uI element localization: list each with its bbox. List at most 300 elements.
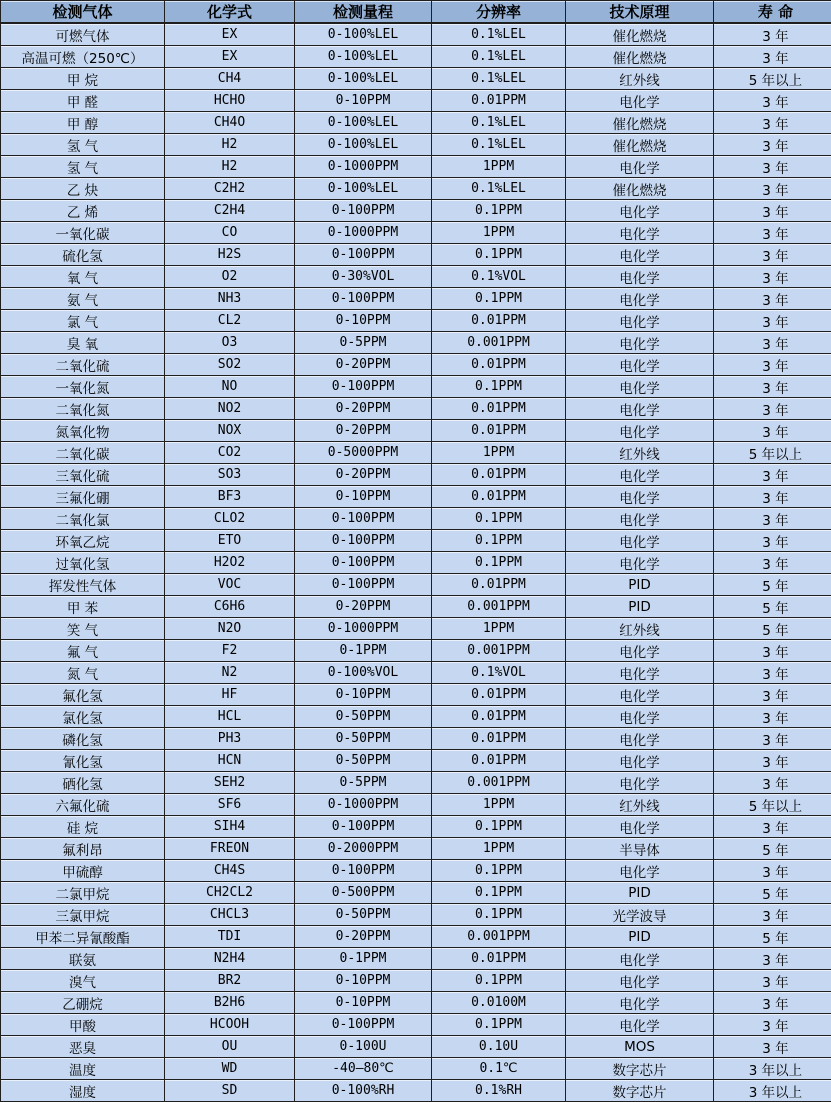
cell-resolution: 0.1%LEL: [432, 134, 566, 156]
cell-life: 3 年: [714, 640, 831, 662]
cell-life: 3 年: [714, 992, 831, 1014]
cell-name: 乙 炔: [1, 178, 165, 200]
cell-life: 3 年: [714, 310, 831, 332]
cell-principle: 电化学: [566, 244, 714, 266]
cell-life: 3 年: [714, 816, 831, 838]
table-row: [1, 1014, 831, 1036]
cell-formula: HCHO: [165, 90, 295, 112]
cell-range: 0-1000PPM: [295, 618, 432, 640]
table-row: [1, 288, 831, 310]
cell-name: 甲 苯: [1, 596, 165, 618]
column-header-resolution: 分辨率: [432, 1, 566, 24]
cell-principle: 电化学: [566, 464, 714, 486]
column-header-life: 寿 命: [714, 1, 831, 24]
table-row: [1, 464, 831, 486]
table-row: [1, 728, 831, 750]
cell-formula: WD: [165, 1058, 295, 1080]
cell-name: 氰化氢: [1, 750, 165, 772]
table-row: [1, 948, 831, 970]
cell-name: 笑 气: [1, 618, 165, 640]
cell-life: 3 年: [714, 178, 831, 200]
cell-range: 0-100U: [295, 1036, 432, 1058]
table-row: [1, 486, 831, 508]
cell-formula: H2S: [165, 244, 295, 266]
cell-range: 0-5PPM: [295, 772, 432, 794]
table-row: [1, 1058, 831, 1080]
cell-resolution: 1PPM: [432, 838, 566, 860]
cell-range: 0-20PPM: [295, 398, 432, 420]
cell-name: 联氨: [1, 948, 165, 970]
cell-name: 甲 醛: [1, 90, 165, 112]
table-header: [1, 1, 831, 24]
cell-principle: 电化学: [566, 772, 714, 794]
cell-range: 0-100PPM: [295, 288, 432, 310]
cell-name: 高温可燃（250℃）: [1, 46, 165, 68]
cell-life: 3 年: [714, 134, 831, 156]
cell-name: 湿度: [1, 1080, 165, 1102]
table-row: [1, 1080, 831, 1102]
cell-formula: H2: [165, 156, 295, 178]
cell-name: 甲 醇: [1, 112, 165, 134]
cell-name: 硫化氢: [1, 244, 165, 266]
cell-range: 0-100%LEL: [295, 178, 432, 200]
cell-principle: 电化学: [566, 398, 714, 420]
cell-life: 3 年: [714, 222, 831, 244]
cell-principle: 催化燃烧: [566, 112, 714, 134]
cell-resolution: 0.1%LEL: [432, 178, 566, 200]
cell-resolution: 0.1%LEL: [432, 46, 566, 68]
cell-formula: EX: [165, 23, 295, 46]
cell-range: 0-100PPM: [295, 244, 432, 266]
table-row: [1, 178, 831, 200]
cell-life: 3 年: [714, 332, 831, 354]
cell-principle: 电化学: [566, 332, 714, 354]
cell-name: 氢 气: [1, 134, 165, 156]
cell-principle: 红外线: [566, 68, 714, 90]
cell-range: 0-1PPM: [295, 640, 432, 662]
cell-principle: 电化学: [566, 288, 714, 310]
cell-life: 3 年: [714, 904, 831, 926]
table-row: [1, 266, 831, 288]
table-row: [1, 574, 831, 596]
cell-range: 0-50PPM: [295, 706, 432, 728]
cell-formula: SEH2: [165, 772, 295, 794]
cell-principle: 电化学: [566, 816, 714, 838]
cell-resolution: 1PPM: [432, 794, 566, 816]
cell-principle: 催化燃烧: [566, 46, 714, 68]
cell-range: 0-100%LEL: [295, 112, 432, 134]
table-row: [1, 860, 831, 882]
cell-life: 3 年: [714, 948, 831, 970]
cell-resolution: 0.0100M: [432, 992, 566, 1014]
cell-resolution: 0.01PPM: [432, 90, 566, 112]
cell-name: 三氯甲烷: [1, 904, 165, 926]
cell-range: 0-30%VOL: [295, 266, 432, 288]
cell-resolution: 0.01PPM: [432, 948, 566, 970]
cell-range: 0-100%LEL: [295, 46, 432, 68]
cell-formula: SD: [165, 1080, 295, 1102]
cell-formula: FREON: [165, 838, 295, 860]
cell-resolution: 1PPM: [432, 618, 566, 640]
cell-resolution: 0.01PPM: [432, 574, 566, 596]
cell-formula: N2H4: [165, 948, 295, 970]
column-header-name: 检测气体: [1, 1, 165, 24]
cell-resolution: 0.1PPM: [432, 904, 566, 926]
table-row: [1, 156, 831, 178]
table-row: [1, 706, 831, 728]
table-row: [1, 838, 831, 860]
cell-range: 0-100PPM: [295, 530, 432, 552]
cell-resolution: 0.001PPM: [432, 640, 566, 662]
cell-resolution: 0.1PPM: [432, 530, 566, 552]
cell-principle: 红外线: [566, 794, 714, 816]
table-row: [1, 970, 831, 992]
cell-formula: NH3: [165, 288, 295, 310]
cell-principle: 电化学: [566, 1014, 714, 1036]
table-row: [1, 68, 831, 90]
cell-resolution: 0.1%VOL: [432, 662, 566, 684]
cell-range: 0-10PPM: [295, 970, 432, 992]
cell-range: 0-1PPM: [295, 948, 432, 970]
cell-life: 5 年: [714, 618, 831, 640]
cell-life: 3 年: [714, 1036, 831, 1058]
cell-life: 3 年: [714, 970, 831, 992]
cell-life: 5 年以上: [714, 68, 831, 90]
table-row: [1, 200, 831, 222]
cell-formula: CH2CL2: [165, 882, 295, 904]
cell-range: 0-100PPM: [295, 508, 432, 530]
cell-formula: NOX: [165, 420, 295, 442]
table-body: [1, 23, 831, 1102]
cell-name: 环氧乙烷: [1, 530, 165, 552]
cell-life: 3 年: [714, 728, 831, 750]
cell-formula: ETO: [165, 530, 295, 552]
cell-formula: HCN: [165, 750, 295, 772]
cell-resolution: 1PPM: [432, 442, 566, 464]
cell-formula: TDI: [165, 926, 295, 948]
cell-name: 臭 氧: [1, 332, 165, 354]
cell-life: 3 年: [714, 376, 831, 398]
cell-name: 一氧化氮: [1, 376, 165, 398]
cell-formula: OU: [165, 1036, 295, 1058]
cell-resolution: 0.1PPM: [432, 244, 566, 266]
cell-range: 0-100PPM: [295, 1014, 432, 1036]
cell-principle: 数字芯片: [566, 1058, 714, 1080]
cell-name: 甲苯二异氰酸酯: [1, 926, 165, 948]
table-row: [1, 772, 831, 794]
cell-life: 5 年: [714, 882, 831, 904]
cell-range: 0-100PPM: [295, 376, 432, 398]
cell-formula: SO3: [165, 464, 295, 486]
cell-name: 过氧化氢: [1, 552, 165, 574]
cell-principle: 数字芯片: [566, 1080, 714, 1102]
table-row: [1, 992, 831, 1014]
cell-life: 3 年: [714, 772, 831, 794]
cell-formula: HCOOH: [165, 1014, 295, 1036]
cell-principle: 电化学: [566, 552, 714, 574]
cell-resolution: 0.1PPM: [432, 508, 566, 530]
cell-range: 0-100PPM: [295, 860, 432, 882]
cell-resolution: 0.01PPM: [432, 420, 566, 442]
cell-life: 5 年: [714, 574, 831, 596]
table-row: [1, 882, 831, 904]
cell-range: 0-100%RH: [295, 1080, 432, 1102]
cell-name: 甲酸: [1, 1014, 165, 1036]
cell-name: 氟 气: [1, 640, 165, 662]
cell-formula: NO: [165, 376, 295, 398]
cell-principle: 电化学: [566, 684, 714, 706]
cell-name: 二氧化碳: [1, 442, 165, 464]
cell-formula: SF6: [165, 794, 295, 816]
cell-principle: 催化燃烧: [566, 178, 714, 200]
cell-resolution: 0.1%LEL: [432, 112, 566, 134]
cell-resolution: 1PPM: [432, 156, 566, 178]
cell-principle: 电化学: [566, 750, 714, 772]
cell-range: 0-100%LEL: [295, 23, 432, 46]
cell-resolution: 0.1%RH: [432, 1080, 566, 1102]
cell-range: 0-100%LEL: [295, 68, 432, 90]
cell-principle: 电化学: [566, 860, 714, 882]
cell-resolution: 0.01PPM: [432, 464, 566, 486]
cell-resolution: 0.1%LEL: [432, 23, 566, 46]
table-row: [1, 222, 831, 244]
cell-formula: CHCL3: [165, 904, 295, 926]
cell-name: 可燃气体: [1, 23, 165, 46]
table-row: [1, 750, 831, 772]
cell-formula: C2H4: [165, 200, 295, 222]
cell-range: 0-1000PPM: [295, 156, 432, 178]
cell-name: 氮氧化物: [1, 420, 165, 442]
cell-range: 0-100%LEL: [295, 134, 432, 156]
cell-resolution: 0.1PPM: [432, 816, 566, 838]
cell-range: 0-10PPM: [295, 486, 432, 508]
cell-range: 0-10PPM: [295, 684, 432, 706]
cell-resolution: 0.1PPM: [432, 882, 566, 904]
cell-life: 3 年: [714, 662, 831, 684]
cell-name: 氨 气: [1, 288, 165, 310]
cell-life: 3 年: [714, 464, 831, 486]
cell-range: 0-100PPM: [295, 574, 432, 596]
cell-formula: CH4O: [165, 112, 295, 134]
cell-name: 挥发性气体: [1, 574, 165, 596]
cell-name: 一氧化碳: [1, 222, 165, 244]
cell-range: 0-10PPM: [295, 992, 432, 1014]
cell-range: 0-100%VOL: [295, 662, 432, 684]
cell-principle: PID: [566, 882, 714, 904]
cell-principle: 电化学: [566, 200, 714, 222]
table-row: [1, 684, 831, 706]
cell-resolution: 0.10U: [432, 1036, 566, 1058]
cell-range: 0-50PPM: [295, 750, 432, 772]
cell-formula: CH4S: [165, 860, 295, 882]
cell-range: 0-500PPM: [295, 882, 432, 904]
table-row: [1, 794, 831, 816]
cell-range: 0-1000PPM: [295, 222, 432, 244]
cell-range: 0-1000PPM: [295, 794, 432, 816]
table-row: [1, 90, 831, 112]
cell-formula: C6H6: [165, 596, 295, 618]
cell-name: 二氯甲烷: [1, 882, 165, 904]
cell-name: 氢 气: [1, 156, 165, 178]
cell-life: 3 年: [714, 266, 831, 288]
cell-principle: 电化学: [566, 156, 714, 178]
cell-formula: CO: [165, 222, 295, 244]
cell-principle: 半导体: [566, 838, 714, 860]
cell-name: 甲 烷: [1, 68, 165, 90]
cell-name: 氮 气: [1, 662, 165, 684]
cell-formula: SO2: [165, 354, 295, 376]
cell-principle: 电化学: [566, 992, 714, 1014]
cell-principle: 电化学: [566, 90, 714, 112]
table-row: [1, 904, 831, 926]
cell-principle: 电化学: [566, 486, 714, 508]
cell-principle: PID: [566, 574, 714, 596]
cell-principle: 电化学: [566, 310, 714, 332]
table-row: [1, 508, 831, 530]
cell-principle: 电化学: [566, 508, 714, 530]
cell-life: 3 年: [714, 156, 831, 178]
cell-formula: CL2: [165, 310, 295, 332]
table-row: [1, 310, 831, 332]
table-row: [1, 1036, 831, 1058]
cell-resolution: 0.1PPM: [432, 1014, 566, 1036]
cell-life: 3 年: [714, 23, 831, 46]
cell-life: 3 年以上: [714, 1080, 831, 1102]
cell-life: 3 年: [714, 420, 831, 442]
cell-resolution: 0.01PPM: [432, 728, 566, 750]
cell-name: 磷化氢: [1, 728, 165, 750]
cell-formula: CO2: [165, 442, 295, 464]
cell-life: 5 年以上: [714, 442, 831, 464]
cell-principle: 电化学: [566, 420, 714, 442]
cell-name: 乙硼烷: [1, 992, 165, 1014]
cell-resolution: 0.01PPM: [432, 398, 566, 420]
cell-life: 5 年: [714, 838, 831, 860]
cell-resolution: 0.1%LEL: [432, 68, 566, 90]
cell-life: 3 年: [714, 354, 831, 376]
cell-name: 二氧化氯: [1, 508, 165, 530]
cell-formula: B2H6: [165, 992, 295, 1014]
cell-range: 0-10PPM: [295, 90, 432, 112]
cell-life: 3 年: [714, 860, 831, 882]
table-row: [1, 552, 831, 574]
cell-resolution: 0.001PPM: [432, 772, 566, 794]
cell-principle: 红外线: [566, 442, 714, 464]
cell-formula: H2: [165, 134, 295, 156]
cell-resolution: 0.001PPM: [432, 332, 566, 354]
cell-resolution: 0.01PPM: [432, 684, 566, 706]
table-row: [1, 354, 831, 376]
cell-range: 0-100PPM: [295, 200, 432, 222]
cell-name: 氯 气: [1, 310, 165, 332]
cell-formula: O3: [165, 332, 295, 354]
cell-life: 3 年: [714, 398, 831, 420]
cell-principle: 电化学: [566, 948, 714, 970]
cell-resolution: 0.1PPM: [432, 200, 566, 222]
cell-name: 氯化氢: [1, 706, 165, 728]
cell-range: 0-10PPM: [295, 310, 432, 332]
cell-resolution: 1PPM: [432, 222, 566, 244]
cell-formula: O2: [165, 266, 295, 288]
cell-formula: N2: [165, 662, 295, 684]
cell-range: 0-20PPM: [295, 354, 432, 376]
cell-range: 0-5PPM: [295, 332, 432, 354]
table-row: [1, 398, 831, 420]
column-header-range: 检测量程: [295, 1, 432, 24]
column-header-principle: 技术原理: [566, 1, 714, 24]
cell-formula: PH3: [165, 728, 295, 750]
cell-range: 0-20PPM: [295, 420, 432, 442]
cell-principle: MOS: [566, 1036, 714, 1058]
cell-resolution: 0.01PPM: [432, 706, 566, 728]
cell-formula: CH4: [165, 68, 295, 90]
cell-resolution: 0.1℃: [432, 1058, 566, 1080]
cell-range: 0-100PPM: [295, 552, 432, 574]
cell-life: 3 年: [714, 112, 831, 134]
table-row: [1, 134, 831, 156]
cell-life: 3 年: [714, 750, 831, 772]
cell-resolution: 0.01PPM: [432, 750, 566, 772]
table-row: [1, 46, 831, 68]
cell-life: 5 年: [714, 926, 831, 948]
cell-principle: 电化学: [566, 706, 714, 728]
cell-range: -40—80℃: [295, 1058, 432, 1080]
table-row: [1, 23, 831, 46]
table-row: [1, 332, 831, 354]
cell-life: 3 年: [714, 200, 831, 222]
cell-name: 硅 烷: [1, 816, 165, 838]
cell-life: 3 年: [714, 684, 831, 706]
cell-formula: SIH4: [165, 816, 295, 838]
cell-range: 0-50PPM: [295, 728, 432, 750]
cell-name: 氟利昂: [1, 838, 165, 860]
cell-principle: 电化学: [566, 222, 714, 244]
cell-resolution: 0.1%VOL: [432, 266, 566, 288]
cell-resolution: 0.01PPM: [432, 354, 566, 376]
cell-principle: 电化学: [566, 354, 714, 376]
cell-formula: HF: [165, 684, 295, 706]
table-row: [1, 442, 831, 464]
cell-name: 氟化氢: [1, 684, 165, 706]
cell-name: 六氟化硫: [1, 794, 165, 816]
table-row: [1, 530, 831, 552]
cell-formula: C2H2: [165, 178, 295, 200]
cell-life: 3 年: [714, 90, 831, 112]
cell-life: 5 年: [714, 596, 831, 618]
cell-life: 3 年: [714, 1014, 831, 1036]
cell-principle: 电化学: [566, 728, 714, 750]
cell-principle: 光学波导: [566, 904, 714, 926]
cell-resolution: 0.001PPM: [432, 596, 566, 618]
cell-principle: 电化学: [566, 530, 714, 552]
cell-name: 二氧化氮: [1, 398, 165, 420]
cell-life: 5 年以上: [714, 794, 831, 816]
table-row: [1, 376, 831, 398]
cell-formula: EX: [165, 46, 295, 68]
cell-resolution: 0.1PPM: [432, 288, 566, 310]
cell-formula: NO2: [165, 398, 295, 420]
cell-life: 3 年以上: [714, 1058, 831, 1080]
table-row: [1, 926, 831, 948]
cell-life: 3 年: [714, 508, 831, 530]
cell-name: 乙 烯: [1, 200, 165, 222]
table-row: [1, 112, 831, 134]
cell-name: 硒化氢: [1, 772, 165, 794]
cell-formula: BR2: [165, 970, 295, 992]
cell-name: 溴气: [1, 970, 165, 992]
table-row: [1, 640, 831, 662]
cell-principle: 电化学: [566, 266, 714, 288]
